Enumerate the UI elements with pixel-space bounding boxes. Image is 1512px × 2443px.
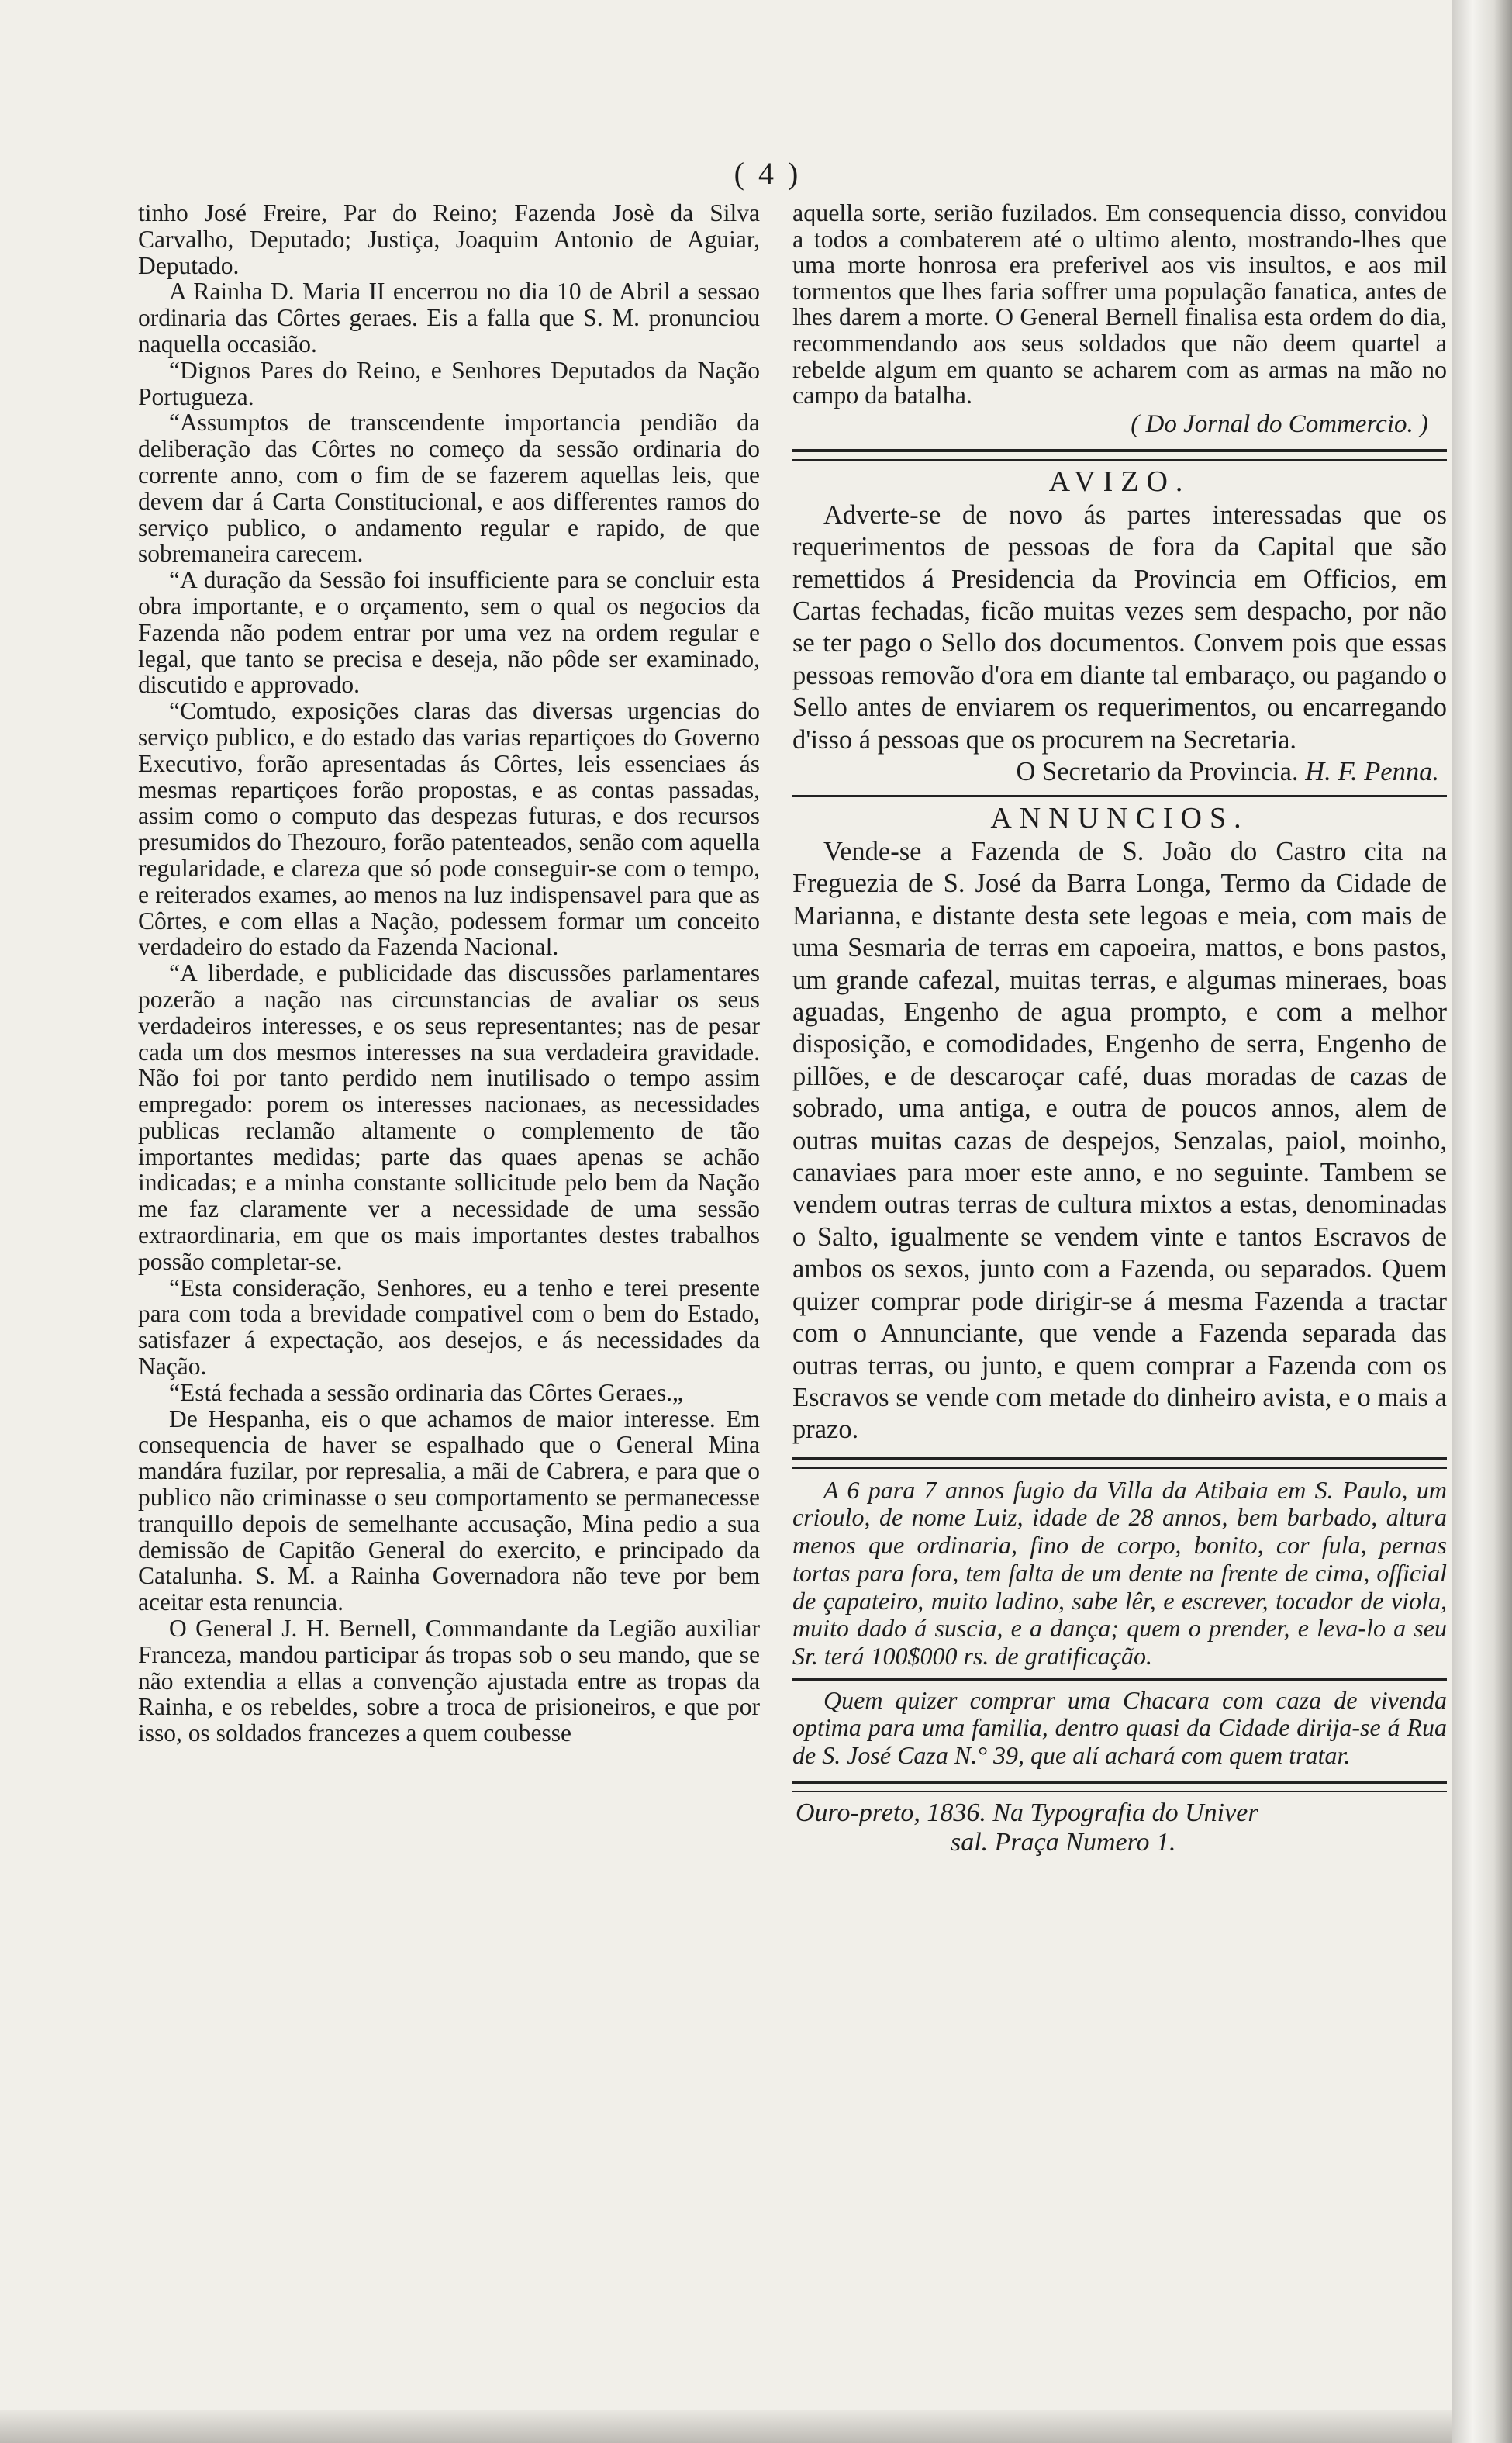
aviso-text: Adverte-se de novo ás partes interessadas que os requerimentos de pessoas de fora da Capital que são remettidos á Presidencia da Provincia em Officios, em Cartas fechadas, ficão muitas vezes sem despacho, por não se ter pago o Sello dos documentos. Convem pois que essas pessoas removão d'ora em diante tal embaraço, ou pagando o Sello antes de enviarem os requerimentos, ou encarregando d'isso á pessoas que os procurem na Secretaria.: [792, 499, 1447, 755]
page-edge: [0, 2410, 1452, 2443]
page-number: ( 4 ): [734, 156, 802, 191]
paragraph: “A liberdade, e publicidade das discussões parlamentares pozerão a nação nas circunstancias de avaliar os seus verdadeiros interesses, e os seus representantes; nas de pesar cada um dos mesmos interesses na sua verdadeira gravidade. Não foi por tanto perdido nem inutilisado o tempo assim empregado: porem os interesses nacionaes, as necessidades publicas reclamão altamente o complemento de tão importantes medidas; parte das quaes apenas se achão indicadas; e a minha constante sollicitude pelo bem da Nação me faz claramente ver a necessidade de uma sessão extraordinaria, em que os mais importantes destes trabalhos possão completar-se.: [138, 959, 760, 1275]
annuncio-fugitive: A 6 para 7 annos fugio da Villa da Atibaia em S. Paulo, um crioulo, de nome Luiz, idade de 28 annos, bem barbado, altura menos que ordinaria, fino de corpo, bonito, cor fula, pernas tortas para fora, tem falta de um dente na frente de cima, official de çapateiro, muito ladino, sabe lêr, e escrever, tocador de viola, muito dado á suscia, e a dança; quem o prender, e leva-lo a seu Sr. terá 100$000 rs. de gratificação.: [792, 1475, 1447, 1670]
right-column: [792, 200, 1447, 1857]
paragraph: “A duração da Sessão foi insufficiente para se concluir esta obra importante, e o orçamento, sem o qual os negocios da Fazenda não podem entrar por uma vez na ordem regular e legal, que tanto se precisa e deseja, não pôde ser examinado, discutido e approvado.: [138, 566, 760, 699]
left-column: [138, 200, 760, 1747]
imprint: [792, 1799, 1447, 1857]
annuncio-fazenda: Vende-se a Fazenda de S. João do Castro cita na Freguezia de S. José da Barra Longa, Termo da Cidade de Marianna, e distante desta sete legoas e meia, com mais de uma Sesmaria de terras em capoeira, mattos, e bons pastos, um grande cafezal, muitas terras, e algumas mineraes, boas aguadas, Engenho de agua prompto, e com a melhor disposição, e comodidades, Engenho de serra, Engenho de pillões, e de descaroçar café, duas moradas de cazas de sobrado, uma antiga, e outra de poucos annos, alem de outras muitas cazas de despejos, Senzalas, paiol, moinho, canaviaes para moer este anno, e no seguinte. Tambem se vendem outras terras de cultura mixtos a estas, denominadas o Salto, igualmente se vendem vinte e tantos Escravos de ambos os sexos, junto com a Fazenda, ou separados. Quem quizer comprar pode dirigir-se á mesma Fazenda a tractar com o Annunciante, que vende a Fazenda separada das outras terras, ou junto, e quem comprar a Fazenda com os Escravos se vende com metade do dinheiro avista, e o mais a prazo.: [792, 837, 1447, 1445]
paragraph: “Dignos Pares do Reino, e Senhores Deputados da Nação Portugueza.: [138, 356, 760, 410]
section-divider: [792, 449, 1447, 461]
paragraph: aquella sorte, serião fuzilados. Em consequencia disso, convidou a todos a combaterem até o ultimo alento, mostrando-lhes que uma morte honrosa era preferivel aos vis insultos, e aos mil tormentos que lhes faria soffrer uma população fanatica, antes de lhes darem a morte. O General Bernell finalisa esta ordem do dia, recommendando aos seus soldados que não deem quartel a rebelde algum em quanto se acharem com as armas na mão no campo da batalha.: [792, 199, 1447, 409]
signature-name: H. F. Penna.: [1305, 757, 1439, 786]
annuncio-chacara: Quem quizer comprar uma Chacara com caza de vivenda optima para uma familia, dentro quasi da Cidade dirija-se á Rua de S. José Caza N.° 39, que alí achará com quem tratar.: [792, 1685, 1447, 1770]
paragraph: “Está fechada a sessão ordinaria das Côrtes Geraes.„: [169, 1378, 683, 1406]
section-divider: [792, 1457, 1447, 1469]
paragraph: “Assumptos de transcendente importancia pendião da deliberação das Côrtes no começo da sessão ordinaria do corrente anno, com o fim de se fazerem aquellas leis, que devem dar á Carta Constitucional, e aos differentes ramos do serviço publico, o andamento regular e rapido, de que sobremaneira carecem.: [138, 409, 760, 568]
page-edge: [1452, 0, 1512, 2443]
section-divider: [792, 1678, 1447, 1681]
paragraph: “Esta consideração, Senhores, eu a tenho e terei presente para com toda a brevidade compativel com o bem do Estado, satisfazer á expectação, aos desejos, e ás necessidades da Nação.: [138, 1273, 760, 1380]
aviso-title: AVIZO.: [1048, 465, 1191, 498]
paragraph: O General J. H. Bernell, Commandante da Legião auxiliar Franceza, mandou participar ás tropas sob o seu mando, que se não extendia a ellas a convenção ajustada entre as tropas da Rainha, e os rebeldes, sobre a troca de prisioneiros, e que por isso, os soldados francezes a quem coubesse: [138, 1615, 760, 1747]
paragraph: De Hespanha, eis o que achamos de maior interesse. Em consequencia de haver se espalhado que o General Mina mandára fuzilar, por represalia, a mãi de Cabrera, e para que o publico não criminasse o seu comportamento se permanecesse tranquillo depois de semelhante accusação, Mina pedio a sua demissão de Capitão General do exercito, e principado da Catalunha. S. M. a Rainha Governadora não teve por bem aceitar esta renuncia.: [138, 1405, 760, 1616]
annuncios-title: ANNUNCIOS.: [990, 802, 1249, 834]
paragraph: tinho José Freire, Par do Reino; Fazenda Josè da Silva Carvalho, Deputado; Justiça, Joaquim Antonio de Aguiar, Deputado.: [138, 199, 760, 279]
paragraph: “Comtudo, exposições claras das diversas urgencias do serviço publico, e do estado das varias repartiçoes do Governo Executivo, forão apresentadas ás Côrtes, leis essenciaes ás mesmas repartiçoes forão propostas, e as contas passadas, assim como o computo das despezas futuras, e dos recursos presumidos do Thezouro, forão patenteados, senão com aquella regularidade, e clareza que só pode conseguir-se com o tempo, e reiterados exames, ao menos na luz indispensavel para que as Côrtes, e com ellas a Nação, podessem formar um conceito verdadeiro do estado da Fazenda Nacional.: [138, 697, 760, 961]
imprint-line: sal. Praça Numero 1.: [951, 1827, 1176, 1857]
section-divider: [792, 795, 1447, 797]
aviso-signature: [792, 756, 1447, 787]
section-divider: [792, 1781, 1447, 1792]
article-source: ( Do Jornal do Commercio. ): [1131, 409, 1428, 438]
paragraph: A Rainha D. Maria II encerrou no dia 10 de Abril a sessao ordinaria das Côrtes geraes. Eis a falla que S. M. pronunciou naquella occasião.: [138, 278, 760, 358]
imprint-line: Ouro-preto, 1836. Na Typografia do Univer: [796, 1798, 1258, 1827]
signature-prefix: O Secretario da Provincia.: [1016, 757, 1299, 786]
